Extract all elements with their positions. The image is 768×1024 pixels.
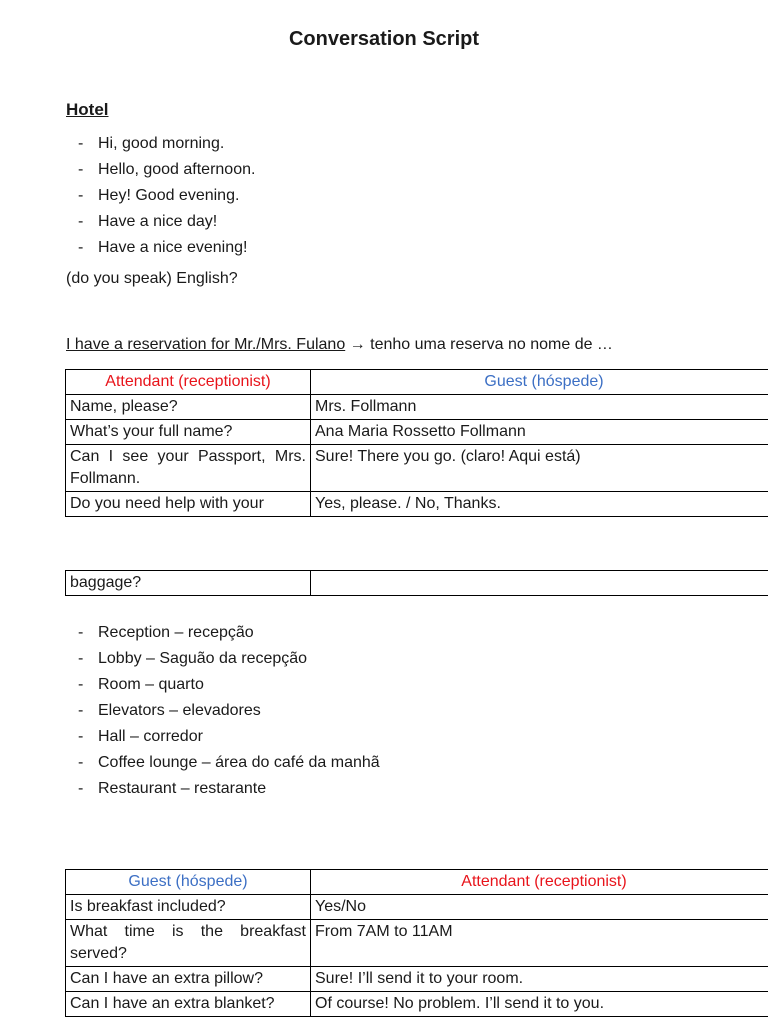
list-item: - Hello, good afternoon.	[78, 161, 256, 178]
table-row	[66, 967, 768, 992]
table-cell: Sure! There you go. (claro! Aqui está)	[311, 445, 768, 492]
table-row	[66, 445, 768, 492]
table-cell: Do you need help with your	[66, 492, 311, 517]
table-cell: Yes, please. / No, Thanks.	[311, 492, 768, 517]
table-cell: baggage?	[66, 571, 311, 596]
greeting-text: Hi, good morning.	[98, 135, 225, 152]
table-cell: Yes/No	[311, 895, 768, 920]
table-cell: Mrs. Follmann	[311, 395, 768, 420]
table-header-row	[66, 870, 768, 895]
table-row	[66, 571, 768, 596]
list-item: - Reception – recepção	[78, 624, 254, 641]
reservation-portuguese: tenho uma reserva no nome de …	[370, 336, 613, 353]
table-cell: Sure! I’ll send it to your room.	[311, 967, 768, 992]
page-title: Conversation Script	[288, 28, 480, 50]
speak-english-question: (do you speak) English?	[66, 270, 238, 287]
list-item: - Elevators – elevadores	[78, 702, 261, 719]
reservation-english: I have a reservation for Mr./Mrs. Fulano	[66, 336, 346, 353]
greeting-text: Hey! Good evening.	[98, 187, 240, 204]
table-cell: Ana Maria Rossetto Follmann	[311, 420, 768, 445]
place-text: Coffee lounge – área do café da manhã	[98, 754, 380, 771]
greeting-text: Hello, good afternoon.	[98, 161, 256, 178]
list-item: - Hall – corredor	[78, 728, 203, 745]
header-guest: Guest (hóspede)	[311, 370, 768, 395]
place-text: Room – quarto	[98, 676, 204, 693]
table-row	[66, 420, 768, 445]
list-item: - Have a nice day!	[78, 213, 218, 230]
table-cell: From 7AM to 11AM	[311, 920, 768, 967]
header-attendant: Attendant (receptionist)	[311, 870, 768, 895]
table-cell: Of course! No problem. I’ll send it to you.	[311, 992, 768, 1017]
table-cell	[311, 571, 768, 596]
header-attendant: Attendant (receptionist)	[66, 370, 311, 395]
greeting-text: Have a nice day!	[98, 213, 218, 230]
list-item: - Lobby – Saguão da recepção	[78, 650, 308, 667]
greetings-list	[78, 131, 255, 261]
place-text: Reception – recepção	[98, 624, 254, 641]
table-header-row	[66, 370, 768, 395]
hotel-places-list	[78, 620, 380, 802]
table-cell: What’s your full name?	[66, 420, 311, 445]
table-row	[66, 492, 768, 517]
list-item: - Hey! Good evening.	[78, 187, 240, 204]
baggage-continuation-table	[65, 570, 768, 596]
place-text: Restaurant – restarante	[98, 780, 267, 797]
list-item: - Have a nice evening!	[78, 239, 248, 256]
place-text: Lobby – Saguão da recepção	[98, 650, 308, 667]
table-cell: Is breakfast included?	[66, 895, 311, 920]
table-cell: Can I see your Passport, Mrs. Follmann.	[66, 445, 311, 492]
arrow-right-icon: →	[349, 336, 366, 353]
table-cell: Can I have an extra pillow?	[66, 967, 311, 992]
table-row	[66, 395, 768, 420]
place-text: Elevators – elevadores	[98, 702, 261, 719]
table-cell: What time is the breakfast served?	[66, 920, 311, 967]
table-cell: Name, please?	[66, 395, 311, 420]
list-item: - Coffee lounge – área do café da manhã	[78, 754, 380, 771]
header-guest: Guest (hóspede)	[66, 870, 311, 895]
reservation-line	[66, 336, 613, 354]
check-in-dialogue-table	[65, 369, 768, 517]
list-item: - Restaurant – restarante	[78, 780, 267, 797]
table-row	[66, 895, 768, 920]
table-row	[66, 992, 768, 1017]
section-heading-hotel: Hotel	[66, 100, 109, 119]
table-cell: Can I have an extra blanket?	[66, 992, 311, 1017]
list-item: - Room – quarto	[78, 676, 204, 693]
list-item: - Hi, good morning.	[78, 135, 225, 152]
greeting-text: Have a nice evening!	[98, 239, 248, 256]
guest-requests-table	[65, 869, 768, 1017]
place-text: Hall – corredor	[98, 728, 203, 745]
table-row	[66, 920, 768, 967]
